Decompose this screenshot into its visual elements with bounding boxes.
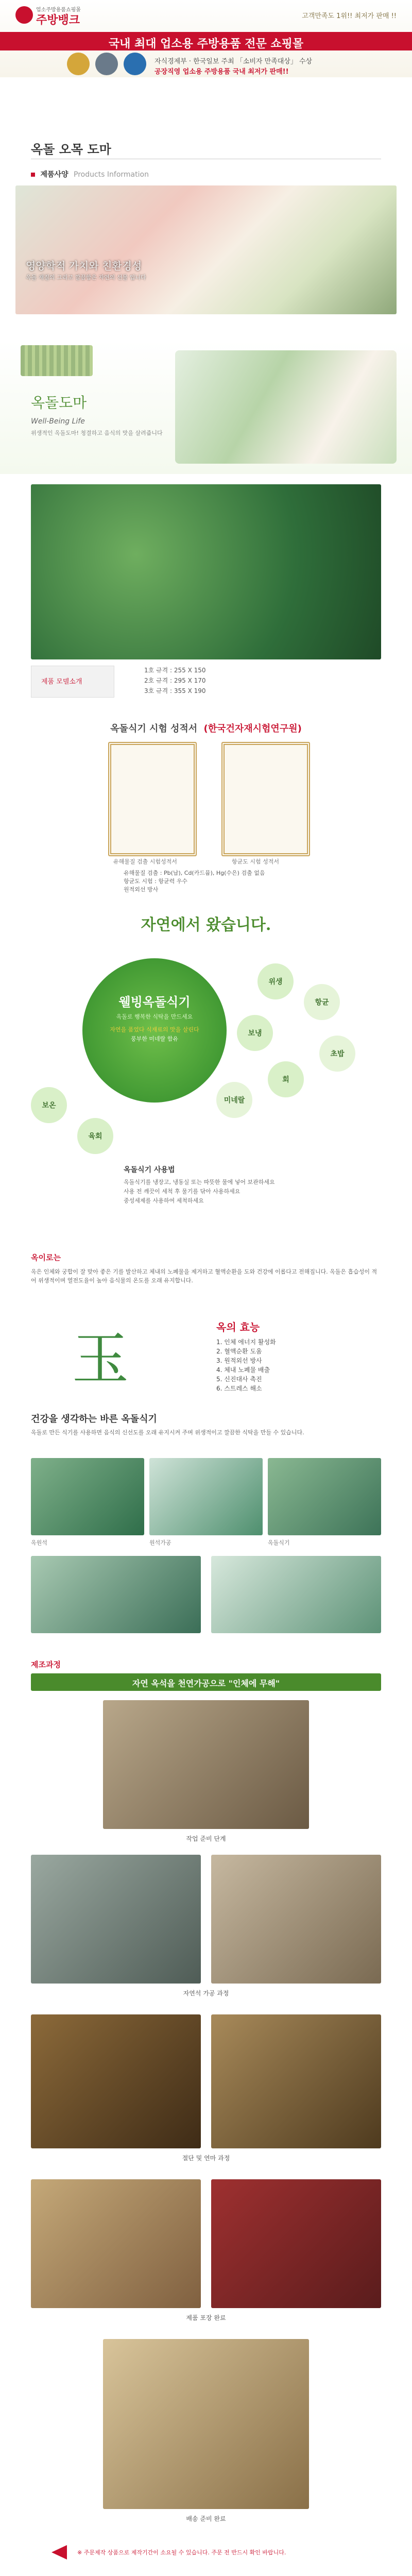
process-caption-4: 제품 포장 완료	[186, 2314, 226, 2321]
award-badge-2	[95, 53, 118, 75]
process-photo-2a	[31, 1855, 201, 1984]
badge-wise: 위생	[258, 963, 294, 999]
cert-document-1[interactable]	[108, 742, 197, 856]
size-row-2: 2호 규격 : 295 X 170	[144, 677, 206, 684]
usage-line-2: 사용 전 깨끗이 세척 후 물기를 닦아 사용하세요	[124, 1188, 241, 1195]
stone-image-1	[31, 1458, 144, 1535]
effect-1: 1. 인체 에너지 활성화	[216, 1338, 276, 1346]
effect-6: 6. 스트레스 해소	[216, 1385, 262, 1392]
process-caption-5: 배송 준비 완료	[186, 2515, 226, 2522]
stone-caption-2: 원석가공	[149, 1539, 171, 1546]
stone-image-3	[268, 1458, 381, 1535]
badge-mineral: 미네랄	[216, 1082, 252, 1118]
stone-image-4	[31, 1556, 201, 1633]
badge-chobap: 초밥	[319, 1036, 355, 1072]
jade-character: 玉	[72, 1326, 129, 1392]
process-caption-2: 자연석 가공 과정	[183, 1990, 229, 1997]
stone-image-2	[149, 1458, 263, 1535]
award-badges	[67, 53, 146, 77]
board-label: 제품 모델소개	[41, 678, 82, 686]
health-title: 건강을 생각하는 바른 옥돌식기	[31, 1414, 157, 1425]
intro-desc: 위생적인 옥돌도마! 청결하고 음식의 맛을 살려줍니다	[31, 430, 163, 436]
cert-caption-1: 유해물질 검출 시험성적서	[113, 858, 177, 865]
effect-3: 3. 원적외선 방사	[216, 1357, 262, 1364]
process-photo-3a	[31, 2014, 201, 2148]
badge-hanggyun: 항균	[304, 984, 340, 1020]
nature-headline: 자연에서 왔습니다.	[141, 916, 271, 934]
info-label-text: 제품사양	[40, 171, 68, 179]
cert-title	[0, 721, 412, 735]
board-stack-image	[31, 484, 381, 659]
cert-section	[0, 711, 412, 896]
stone-caption-1: 옥원석	[31, 1539, 47, 1546]
award-badge-3	[124, 53, 146, 75]
cert-title-org: (한국건자재시험연구원)	[203, 723, 302, 734]
cert-title-main: 옥돌식기 시험 성적서	[110, 723, 198, 734]
badge-bonaeng: 보냉	[237, 1015, 273, 1051]
process-photo-1	[103, 1700, 309, 1829]
process-photo-4a	[31, 2179, 201, 2308]
intro-subtitle: Well-Being Life	[31, 417, 85, 426]
badge-bo-on: 보온	[31, 1087, 67, 1123]
sizes-section	[0, 474, 412, 711]
hero-caption: 영양학적 가치와 친환경성	[26, 260, 142, 272]
award-line-1: 자식경제부 · 한국일보 주최 「소비자 만족대상」 수상	[154, 58, 313, 65]
process-section	[0, 1659, 412, 2576]
hero-subcaption: 옥돌 재질의 그리고 깔끔함은 자연의 선물 입니다	[26, 274, 146, 281]
info-label	[31, 169, 149, 179]
info-square-icon	[31, 173, 35, 177]
cert-note-2: 항균도 시험 : 항균력 우수	[124, 878, 187, 885]
intro-section	[0, 340, 412, 474]
intro-name: 옥돌도마	[31, 394, 87, 411]
about-section	[0, 1247, 412, 1659]
process-caption-1: 작업 준비 단계	[186, 1835, 226, 1842]
circle-sub: 옥돌로 행복한 식탁을 만드세요	[116, 1013, 193, 1020]
main-headline: 국내 최대 업소용 주방용품 전문 쇼핑몰	[108, 38, 304, 50]
process-photo-2b	[211, 1855, 381, 1984]
logo[interactable]	[15, 4, 103, 27]
process-photo-4b	[211, 2179, 381, 2308]
process-banner: 자연 옥석을 천연가공으로 "인체에 무해"	[132, 1679, 280, 1688]
circle-line-2: 풍부한 미네랄 함유	[130, 1036, 178, 1042]
hero-sashimi-image	[15, 185, 397, 314]
process-title: 제조과정	[31, 1660, 61, 1669]
badge-yukhoe: 육회	[77, 1118, 113, 1154]
header-tagline: 고객만족도 1위!! 최저가 판매 !!	[302, 12, 397, 20]
size-row-3: 3호 규격 : 355 X 190	[144, 687, 206, 694]
product-title-section	[0, 77, 412, 340]
intro-product-image	[175, 350, 397, 464]
stone-caption-3: 옥돌식기	[268, 1539, 290, 1546]
nature-section	[0, 896, 412, 1247]
usage-line-3: 중성세제를 사용하여 세척하세요	[124, 1197, 204, 1204]
health-para: 옥돌로 만든 식기를 사용하면 음식의 신선도를 오래 유지시켜 주며 위생적이고 깔끔한 식탁을 만들 수 있습니다.	[31, 1429, 304, 1436]
about-title: 옥이로는	[31, 1253, 61, 1262]
logo-red-circle-icon	[15, 6, 33, 24]
cert-document-2[interactable]	[221, 742, 310, 856]
logo-main-text: 주방뱅크	[36, 14, 80, 27]
cert-caption-2: 항균도 시험 성적서	[232, 858, 280, 865]
process-photo-3b	[211, 2014, 381, 2148]
notice-text: ※ 주문제작 상품으로 제작기간이 소요될 수 있습니다. 주문 전 반드시 확인 바랍니다.	[77, 2549, 286, 2556]
circle-title: 웰빙옥돌식기	[118, 995, 191, 1009]
size-row-1: 1호 규격 : 255 X 150	[144, 667, 206, 674]
page-title: 옥돌 오목 도마	[31, 142, 111, 157]
effect-4: 4. 체내 노폐물 배출	[216, 1366, 270, 1374]
effect-5: 5. 신진대사 촉진	[216, 1376, 262, 1383]
usage-title: 옥돌식기 사용법	[124, 1166, 175, 1174]
process-caption-3: 절단 및 연마 과정	[182, 2155, 230, 2162]
info-label-en: Products Information	[74, 171, 149, 179]
effect-2: 2. 혈액순환 도움	[216, 1348, 262, 1355]
process-photo-5	[103, 2339, 309, 2509]
site-header	[0, 0, 412, 77]
stone-image-5	[211, 1556, 381, 1633]
bamboo-left	[21, 345, 93, 376]
usage-line-1: 옥돌식기를 냉장고, 냉동실 또는 따뜻한 물에 넣어 보관하세요	[124, 1179, 275, 1185]
cert-note-1: 유해물질 검출 : Pb(납), Cd(카드뮴), Hg(수은) 검출 없음	[124, 870, 265, 876]
notice-icon	[52, 2545, 72, 2561]
award-badge-1	[67, 53, 90, 75]
megaphone-icon	[52, 2545, 67, 2560]
logo-top-text: 업소주방용품쇼핑몰	[36, 7, 81, 13]
circle-line-1: 자연을 품었다 식재료의 맛을 살린다	[110, 1026, 199, 1033]
award-line-2: 공장직영 업소용 주방용품 국내 최저가 판매!!	[154, 68, 289, 76]
badge-hoe: 회	[268, 1061, 304, 1097]
cert-note-3: 원적외선 방사	[124, 886, 159, 893]
about-para: 옥은 인체와 궁합이 잘 맞아 좋은 기를 발산하고 체내의 노폐물을 제거하고 혈액순환을 도와 건강에 이롭다고 전해집니다. 옥돌은 흡습성이 적어 위생적이며 열전도율이 높아 음식물의 온도를 오래 유지합니다.	[31, 1268, 377, 1284]
effects-title: 옥의 효능	[216, 1321, 260, 1333]
